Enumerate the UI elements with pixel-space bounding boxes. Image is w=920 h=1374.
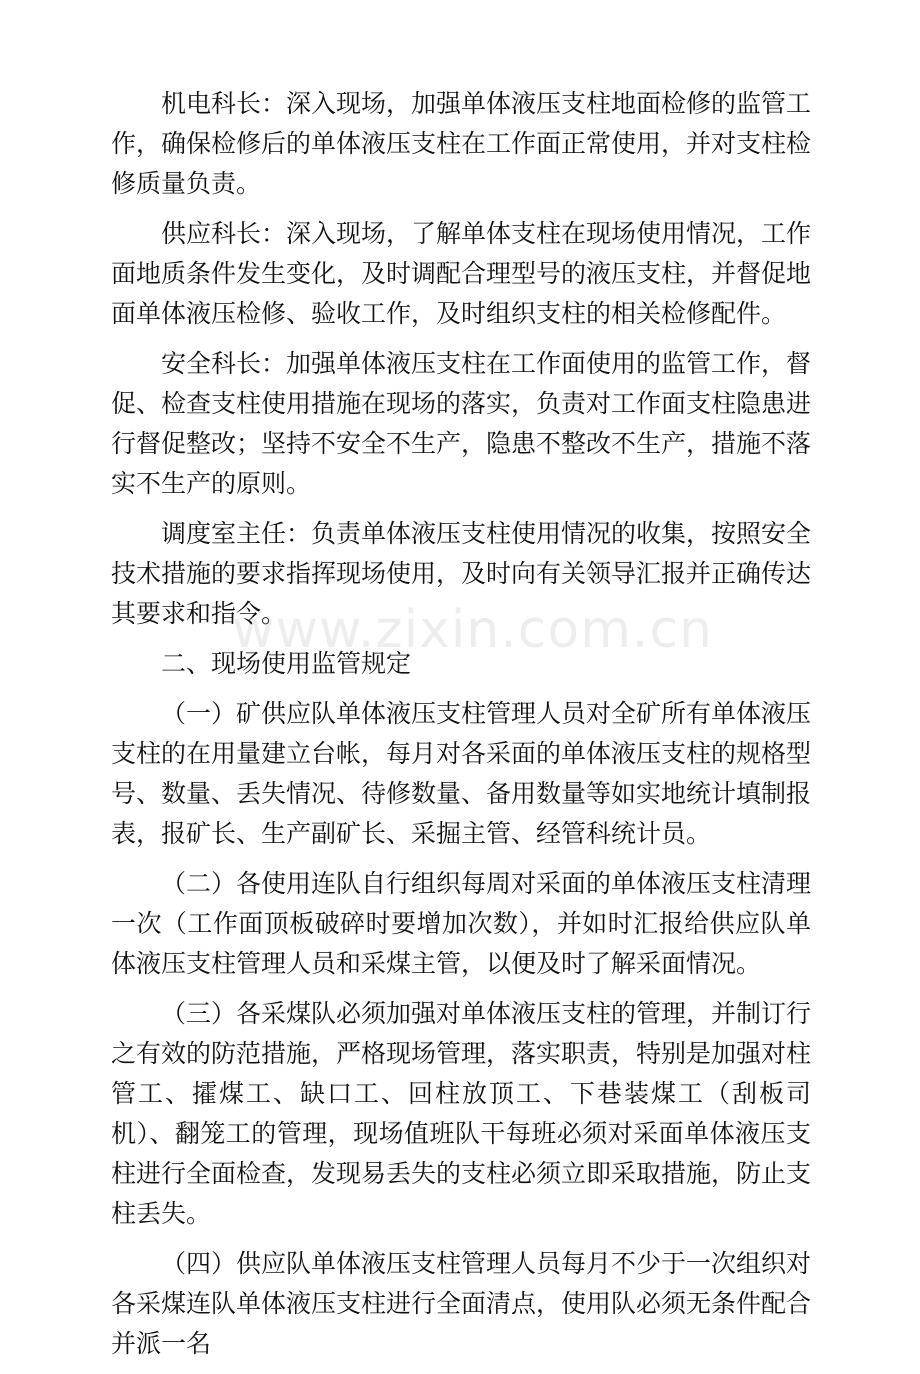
paragraph-dispatch-director: 调度室主任：负责单体液压支柱使用情况的收集，按照安全技术措施的要求指挥现场使用，及时向有关领导汇报并正确传达其要求和指令。	[111, 519, 812, 628]
paragraph-item-1: （一）矿供应队单体液压支柱管理人员对全矿所有单体液压支柱的在用量建立台帐，每月对各采面的单体液压支柱的规格型号、数量、丢失情况、待修数量、备用数量等如实地统计填制报表，报矿长、生产副矿长、采掘主管、经管科统计员。	[111, 699, 812, 848]
paragraph-item-4: （四）供应队单体液压支柱管理人员每月不少于一次组织对各采煤连队单体液压支柱进行全面清点，使用队必须无条件配合并派一名	[111, 1249, 812, 1358]
paragraph-electromechanical-chief: 机电科长：深入现场，加强单体液压支柱地面检修的监管工作，确保检修后的单体液压支柱在工作面正常使用，并对支柱检修质量负责。	[111, 89, 812, 198]
watermark-text: www.zixin.com.cn	[232, 600, 713, 660]
paragraph-item-3: （三）各采煤队必须加强对单体液压支柱的管理，并制订行之有效的防范措施，严格现场管理，落实职责，特别是加强对柱管工、攉煤工、缺口工、回柱放顶工、下巷装煤工（刮板司机）、翻笼工的管理，现场值班队干每班必须对采面单体液压支柱进行全面检查，发现易丢失的支柱必须立即采取措施，防止支柱丢失。	[111, 999, 812, 1228]
paragraph-supply-chief: 供应科长：深入现场，了解单体支柱在现场使用情况，工作面地质条件发生变化，及时调配合理型号的液压支柱，并督促地面单体液压检修、验收工作，及时组织支柱的相关检修配件。	[111, 219, 812, 328]
paragraph-safety-chief: 安全科长：加强单体液压支柱在工作面使用的监管工作，督促、检查支柱使用措施在现场的落实，负责对工作面支柱隐患进行督促整改；坚持不安全不生产，隐患不整改不生产，措施不落实不生产的原则。	[111, 349, 812, 498]
paragraph-item-2: （二）各使用连队自行组织每周对采面的单体液压支柱清理一次（工作面顶板破碎时要增加次数），并如时汇报给供应队单体液压支柱管理人员和采煤主管，以便及时了解采面情况。	[111, 869, 812, 978]
document-body	[111, 84, 811, 1374]
section-heading-onsite-supervision: 二、现场使用监管规定	[161, 649, 412, 678]
